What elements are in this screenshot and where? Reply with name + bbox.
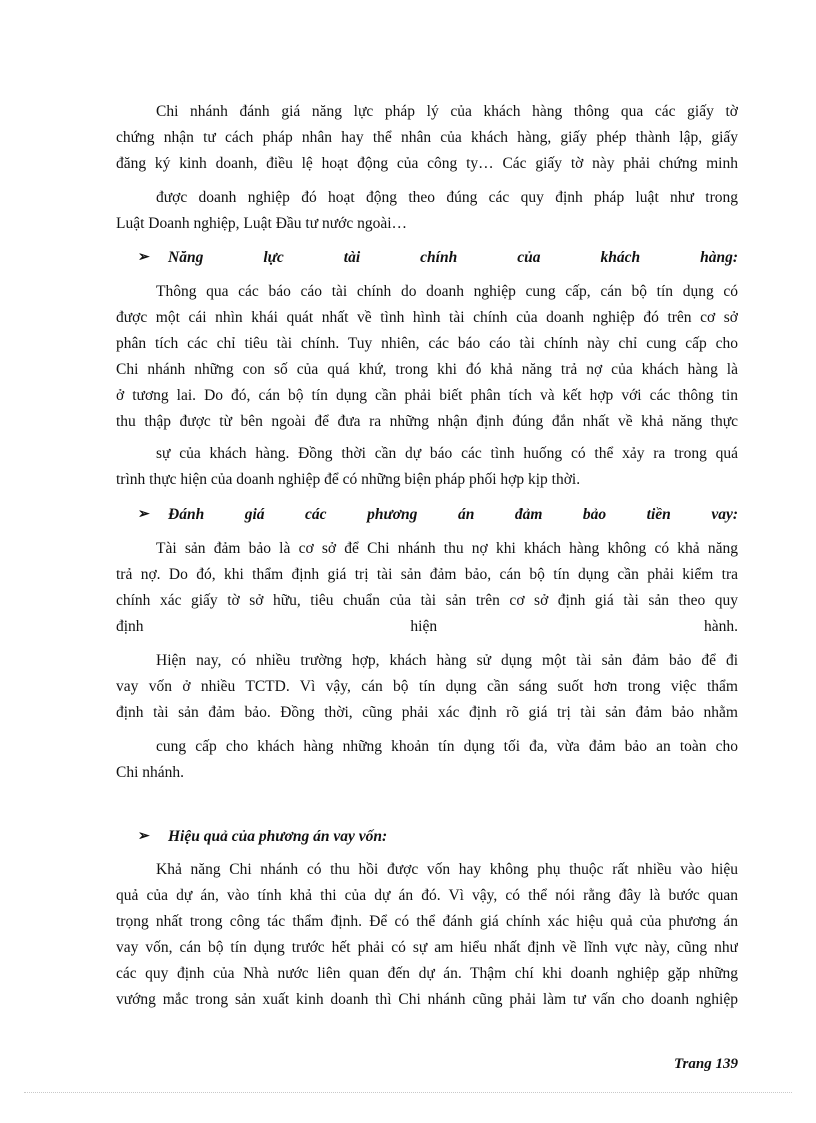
text-line: đăng ký kinh doanh, điều lệ hoạt động của công ty… Các giấy tờ này phải chứng minh bbox=[116, 155, 738, 172]
text-line: Khả năng Chi nhánh có thu hồi được vốn hay không phụ thuộc rất nhiều vào hiệu bbox=[156, 861, 738, 878]
text-line: trình thực hiện của doanh nghiệp để có những biện pháp phối hợp kịp thời. bbox=[116, 471, 581, 488]
text-line: Thông qua các báo cáo tài chính do doanh nghiệp cung cấp, cán bộ tín dụng có bbox=[156, 283, 738, 300]
text-line: thu thập được từ bên ngoài để đưa ra những nhận định đúng đắn nhất về khả năng thực bbox=[116, 413, 738, 430]
text-line: chính xác giấy tờ sở hữu, tiêu chuẩn của tài sản trên cơ sở định giá tài sản theo quy bbox=[116, 592, 738, 609]
text-line: cung cấp cho khách hàng những khoản tín dụng tối đa, vừa đảm bảo an toàn cho bbox=[156, 738, 738, 755]
text-line: quả của dự án, vào tính khả thi của dự án đó. Vì vậy, có thể nói rằng đây là bước quan bbox=[116, 887, 738, 904]
paragraph-legal-compliance bbox=[116, 185, 738, 237]
bullet-arrow-icon: ➢ bbox=[138, 829, 150, 844]
text-line: sự của khách hàng. Đồng thời cần dự báo các tình huống có thể xảy ra trong quá bbox=[156, 445, 738, 462]
paragraph-collateral-assets bbox=[116, 536, 738, 640]
heading-text: Đánh giá các phương án đảm bảo tiền vay: bbox=[168, 506, 738, 523]
heading-text: Hiệu quả của phương án vay vốn: bbox=[168, 828, 388, 845]
text-line: trả nợ. Do đó, khi thẩm định giá trị tài sản đảm bảo, cán bộ tín dụng cần phải kiểm tra bbox=[116, 566, 738, 583]
section-heading-financial-capacity bbox=[138, 245, 738, 271]
page-number: Trang 139 bbox=[673, 1056, 738, 1072]
bullet-arrow-icon: ➢ bbox=[138, 507, 150, 522]
text-line: định tài sản đảm bảo. Đồng thời, cũng phải xác định rõ giá trị tài sản đảm bảo nhằm bbox=[116, 704, 738, 721]
text-line: ở tương lai. Do đó, cán bộ tín dụng cần phải biết phân tích và kết hợp với các thông tin bbox=[116, 387, 738, 404]
paragraph-max-credit bbox=[116, 734, 738, 786]
text-line: Chi nhánh đánh giá năng lực pháp lý của khách hàng thông qua các giấy tờ bbox=[156, 103, 738, 120]
text-line: được một cái nhìn khái quát nhất về tình hình tài chính của doanh nghiệp đó trên cơ sở bbox=[116, 309, 738, 326]
paragraph-financial-reports bbox=[116, 279, 738, 435]
paragraph-project-efficiency bbox=[116, 857, 738, 1013]
text-line: vay vốn, cán bộ tín dụng trước hết phải có sự am hiểu nhất định về lĩnh vực này, cũng như bbox=[116, 939, 738, 956]
text-line: vướng mắc trong sản xuất kinh doanh thì Chi nhánh cũng phải làm tư vấn cho doanh nghiệp bbox=[116, 991, 738, 1008]
text-line: các quy định của Nhà nước liên quan đến dự án. Thậm chí khi doanh nghiệp gặp những bbox=[116, 965, 738, 982]
section-heading-collateral bbox=[138, 502, 738, 528]
text-line: vay vốn ở nhiều TCTD. Vì vậy, cán bộ tín dụng cần sáng suốt hơn trong việc thẩm bbox=[116, 678, 738, 695]
section-heading-loan-efficiency bbox=[138, 824, 738, 850]
text-line: Luật Doanh nghiệp, Luật Đầu tư nước ngoài… bbox=[116, 215, 408, 232]
text-line: định hiện hành. bbox=[116, 618, 738, 635]
text-line: Tài sản đảm bảo là cơ sở để Chi nhánh thu nợ khi khách hàng không có khả năng bbox=[156, 540, 738, 557]
heading-text: Năng lực tài chính của khách hàng: bbox=[168, 249, 738, 266]
text-line: phân tích các chỉ tiêu tài chính. Tuy nhiên, các báo cáo tài chính này chỉ cung cấp cho bbox=[116, 335, 738, 352]
paragraph-multiple-loans bbox=[116, 648, 738, 726]
footer-divider bbox=[24, 1092, 792, 1093]
text-line: Chi nhánh những con số của quá khứ, trong khi đó khả năng trả nợ của khách hàng là bbox=[116, 361, 738, 378]
text-line: chứng nhận tư cách pháp nhân hay thể nhân của khách hàng, giấy phép thành lập, giấy bbox=[116, 129, 738, 146]
text-line: Hiện nay, có nhiều trường hợp, khách hàng sử dụng một tài sản đảm bảo để đi bbox=[156, 652, 738, 669]
paragraph-legal-capacity bbox=[116, 99, 738, 177]
text-line: Chi nhánh. bbox=[116, 764, 185, 781]
paragraph-forecast bbox=[116, 441, 738, 493]
text-line: được doanh nghiệp đó hoạt động theo đúng các quy định pháp luật như trong bbox=[156, 189, 738, 206]
text-line: trọng nhất trong công tác thẩm định. Để có thể đánh giá chính xác hiệu quả của phương án bbox=[116, 913, 738, 930]
bullet-arrow-icon: ➢ bbox=[138, 250, 150, 265]
